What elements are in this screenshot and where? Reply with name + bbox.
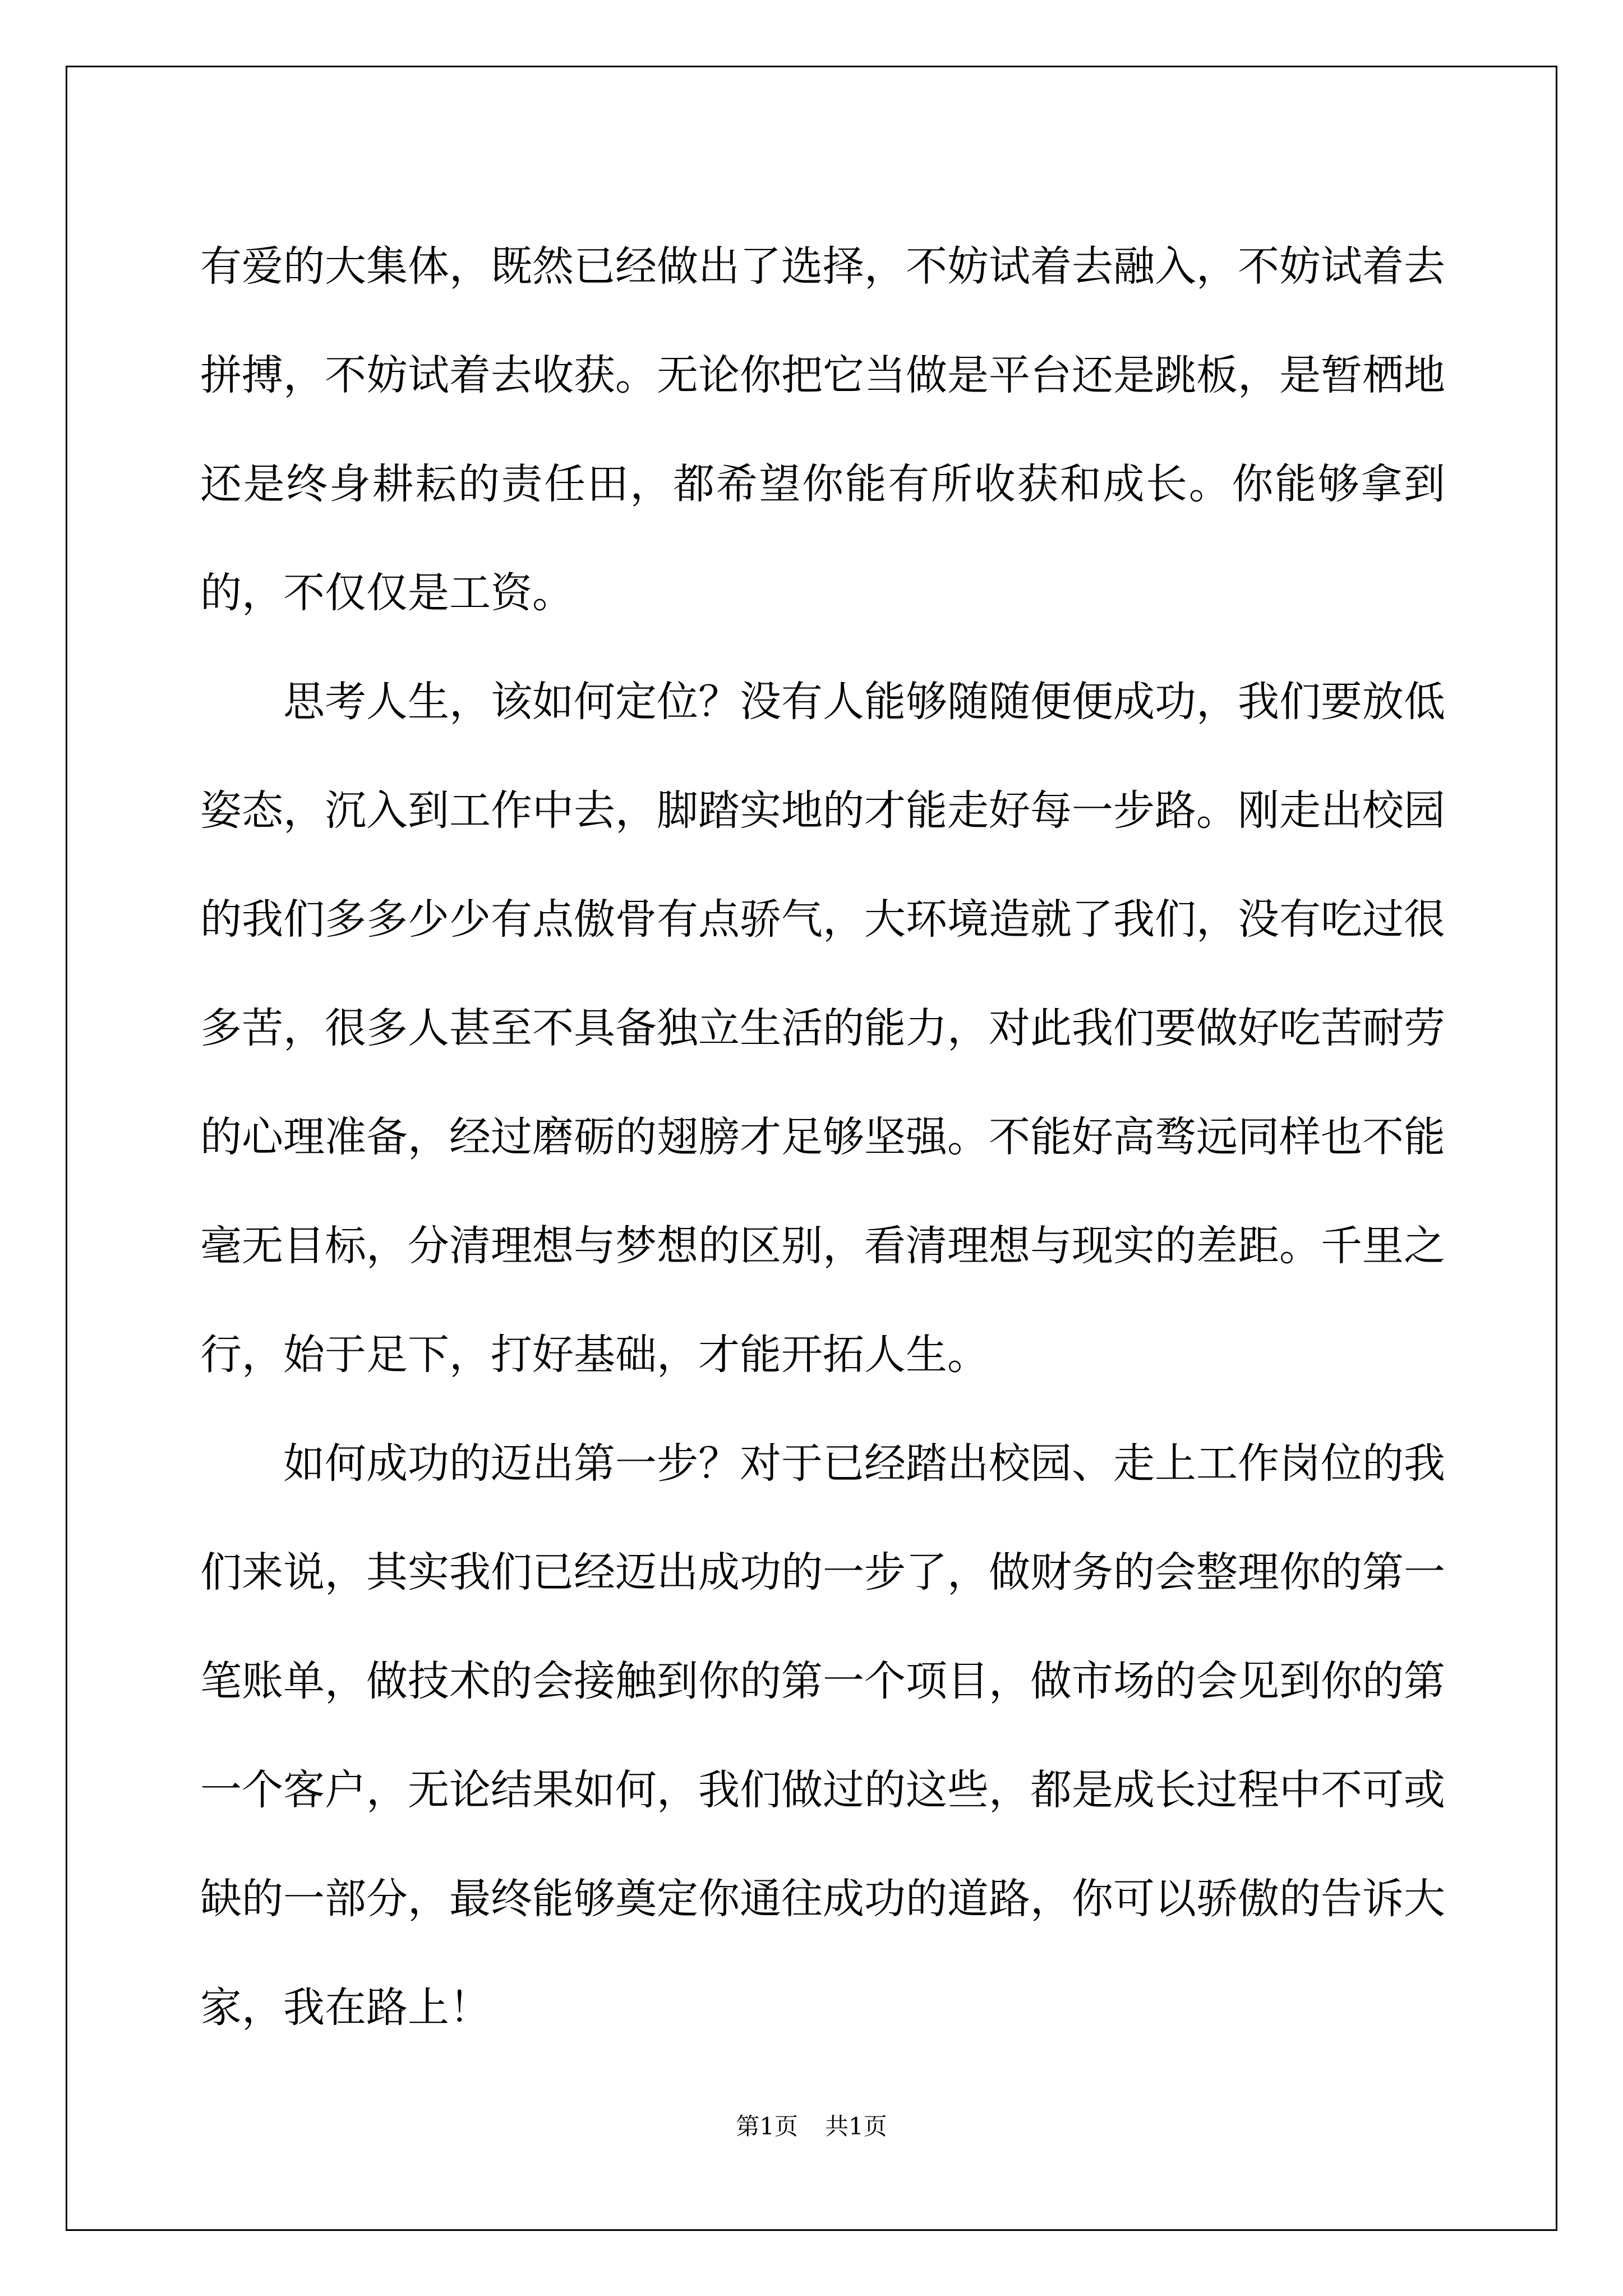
paragraph-3: 如何成功的迈出第一步？对于已经踏出校园、走上工作岗位的我们来说，其实我们已经迈出成功的一步了，做财务的会整理你的第一笔账单，做技术的会接触到你的第一个项目，做市场的会见到你的第一个客户，无论结果如何，我们做过的这些，都是成长过程中不可或缺的一部分，最终能够奠定你通往成功的道路，你可以骄傲的告诉大家，我在路上！ [200, 1439, 1445, 2032]
page-number: 第1页 [736, 2113, 798, 2140]
paragraph-1: 有爱的大集体，既然已经做出了选择，不妨试着去融入，不妨试着去拼搏，不妨试着去收获。无论你把它当做是平台还是跳板，是暂栖地还是终身耕耘的责任田，都希望你能有所收获和成长。你能够拿到的，不仅仅是工资。 [200, 242, 1445, 617]
paragraph-2: 思考人生，该如何定位？没有人能够随随便便成功，我们要放低姿态，沉入到工作中去，脚踏实地的才能走好每一步路。刚走出校园的我们多多少少有点傲骨有点骄气，大环境造就了我们，没有吃过很多苦，很多人甚至不具备独立生活的能力，对此我们要做好吃苦耐劳的心理准备，经过磨砺的翅膀才足够坚强。不能好高骛远同样也不能毫无目标，分清理想与梦想的区别，看清理想与现实的差距。千里之行，始于足下，打好基础，才能开拓人生。 [200, 678, 1445, 1379]
page-total: 共1页 [825, 2113, 887, 2140]
page-footer [0, 2108, 1623, 2142]
document-body [200, 212, 1445, 2062]
